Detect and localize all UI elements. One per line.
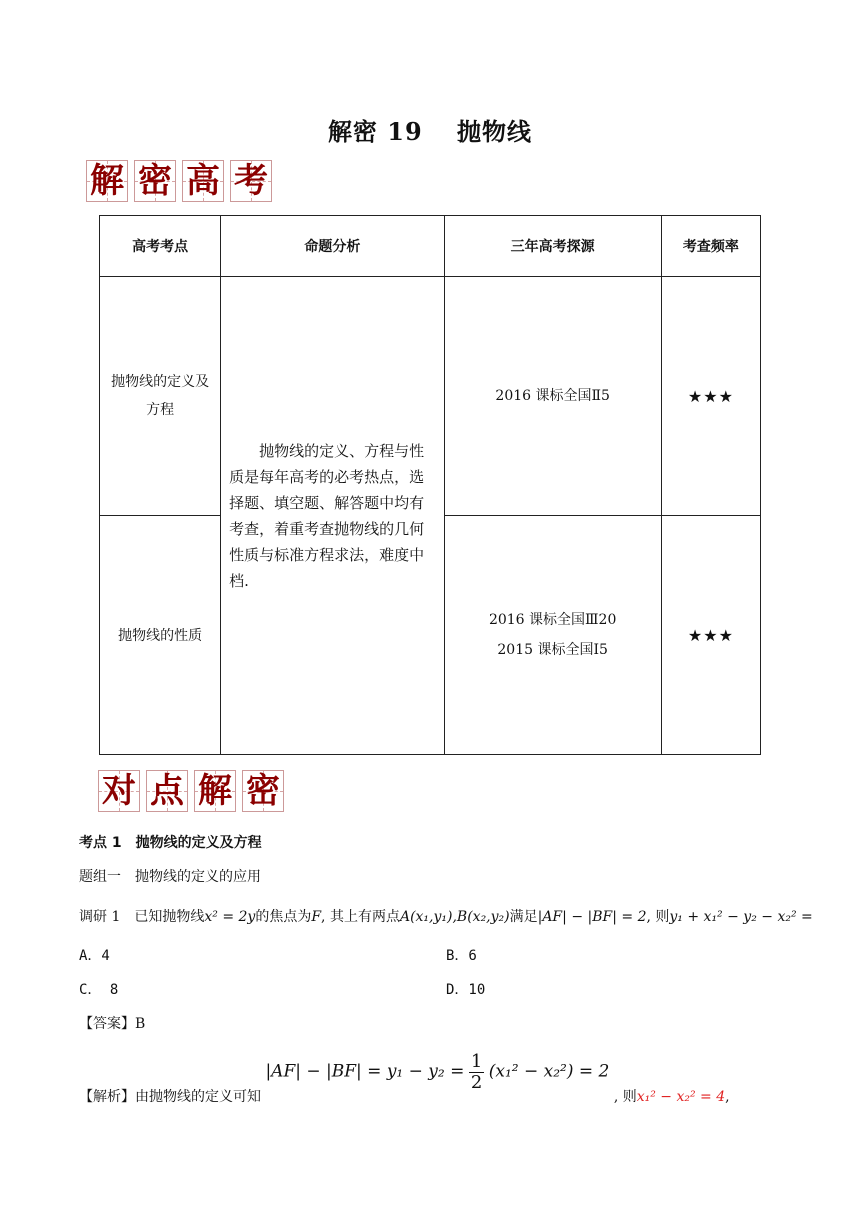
header-frequency: 考查频率 (661, 216, 760, 277)
analysis-line: 【解析】由抛物线的定义可知 |AF| − |BF| = y₁ − y₂ = $\frac{1}{2}$ (x₁² − x₂²) = 2 , 则x₁² − x₂² = 4, (79, 1051, 730, 1105)
row-sources: 2016 课标全国Ⅲ20 2015 课标全国Ⅰ5 (444, 516, 661, 755)
row-point: 抛物线的定义及方程 (100, 277, 221, 516)
option-b: B．6 (446, 948, 477, 964)
header-sources: 三年高考探源 (444, 216, 661, 277)
row-frequency: ★★★ (661, 516, 760, 755)
header-kaodian: 高考考点 (100, 216, 221, 277)
question-text: 调研 1 已知抛物线x² = 2y的焦点为F, 其上有两点A(x₁,y₁),B(x₂,y₂)满足|AF| − |BF| = 2, 则y₁ + x₁² − y₂ − x₂² = (79, 909, 813, 925)
section-stamp-jiemi-gaokao: 解 密 高 考 (86, 160, 272, 202)
header-analysis: 命题分析 (221, 216, 444, 277)
option-c: C． 8 (79, 982, 119, 998)
analysis-cell (221, 277, 444, 755)
section-stamp-duidian-jiemi: 对 点 解 密 (98, 770, 284, 812)
row-sources: 2016 课标全国Ⅱ5 (444, 277, 661, 516)
answer-line: 【答案】B (79, 1016, 146, 1032)
option-a: A．4 (79, 948, 110, 964)
fraction-one-half: $\frac{1}{2}$ (470, 1051, 483, 1093)
option-d: D．10 (446, 982, 486, 998)
row-frequency: ★★★ (661, 277, 760, 516)
page-title: 解密 19 抛物线 (327, 117, 533, 146)
table-header-row (100, 216, 761, 277)
exam-analysis-table (99, 215, 761, 755)
analysis-text: 抛物线的定义、方程与性质是每年高考的必考热点，选择题、填空题、解答题中均有考查，着重考查抛物线的几何性质与标准方程求法，难度中档. (229, 441, 425, 590)
group-heading: 题组一 抛物线的定义的应用 (79, 869, 261, 885)
kaodian-heading: 考点 1 抛物线的定义及方程 (79, 835, 262, 851)
table-row (100, 277, 761, 516)
row-point: 抛物线的性质 (100, 516, 221, 755)
